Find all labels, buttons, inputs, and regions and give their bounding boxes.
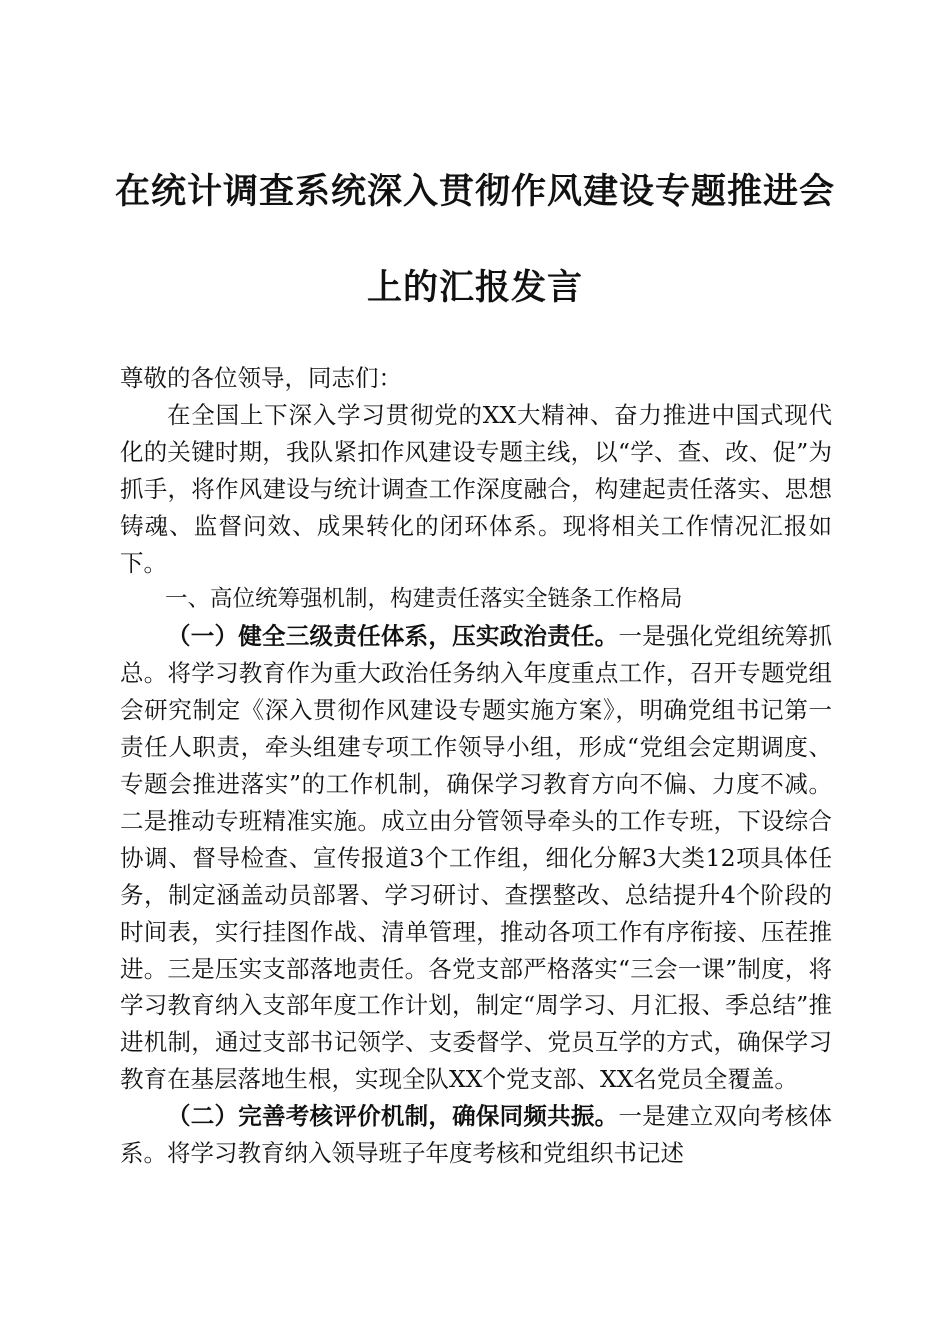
document-title-line-1: 在统计调查系统深入贯彻作风建设专题推进会 [114,171,835,212]
document-body [120,360,832,1172]
intro-paragraph: 在全国上下深入学习贯彻党的XX大精神、奋力推进中国式现代化的关键时期，我队紧扣作风建设专题主线，以“学、查、改、促”为抓手，将作风建设与统计调查工作深度融合，构建起责任落实、思想铸魂、监督问效、成果转化的闭环体系。现将相关工作情况汇报如下。 [120,400,832,577]
subsection-1-paragraph [120,618,832,1098]
subsection-1-heading: （一）健全三级责任体系，压实政治责任。 [167,622,619,651]
document-title-line-2: 上的汇报发言 [366,267,583,308]
subsection-2-heading: （二）完善考核评价机制，确保同频共振。 [167,1102,619,1131]
subsection-1-body: 一是强化党组统筹抓总。将学习教育作为重大政治任务纳入年度重点工作，召开专题党组会研究制定《深入贯彻作风建设专题实施方案》，明确党组书记第一责任人职责，牵头组建专项工作领导小组，形成“党组会定期调度、专题会推进落实”的工作机制，确保学习教育方向不偏、力度不减。二是推动专班精准实施。成立由分管领导牵头的工作专班，下设综合协调、督导检查、宣传报道3个工作组，细化分解3大类12项具体任务，制定涵盖动员部署、学习研讨、查摆整改、总结提升4个阶段的时间表，实行挂图作战、清单管理，推动各项工作有序衔接、压茬推进。三是压实支部落地责任。各党支部严格落实“三会一课”制度，将学习教育纳入支部年度工作计划，制定“周学习、月汇报、季总结”推进机制，通过支部书记领学、支委督学、党员互学的方式，确保学习教育在基层落地生根，实现全队XX个党支部、XX名党员全覆盖。 [120,622,833,1094]
salutation: 尊敬的各位领导，同志们： [120,364,402,392]
section-1-heading: 一、高位统筹强机制，构建责任落实全链条工作格局 [165,586,683,613]
subsection-2-paragraph [120,1098,832,1172]
subsection-2-body: 一是建立双向考核体系。将学习教育纳入领导班子年度考核和党组织书记述 [120,1102,833,1168]
